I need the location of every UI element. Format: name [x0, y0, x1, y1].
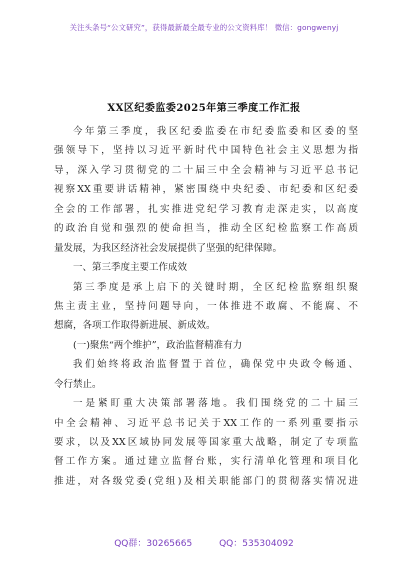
body-line: 我们始终将政治监督置于首位，确保党中央政令畅通、 [73, 359, 358, 371]
body-line: 想腐，各项工作取得新进展、新成效。 [54, 320, 216, 332]
body-line: 第三季度是承上启下的关键时期，全区纪检监察组织聚 [73, 281, 358, 293]
body-line: 督工作方案。通过建立监督台账，实行清单化管理和项目化 [54, 456, 358, 468]
footer-qq-group: QQ群：30265665 [114, 539, 193, 549]
body-line: 量发展，为我区经济社会发展提供了坚强的纪律保障。 [54, 242, 283, 254]
document-title: XX区纪委监委2025年第三季度工作汇报 [107, 103, 301, 114]
body-line: 要求，以及XX区域协同发展等国家重大战略，制定了专项监 [54, 437, 358, 448]
body-line: 导，深入学习贯彻党的二十届三中全会精神与习近平总书记 [54, 164, 358, 176]
footer-contact [0, 536, 408, 549]
document-body [54, 122, 358, 491]
body-line: 一是紧盯重大决策部署落地。我们围绕党的二十届三 [73, 398, 358, 410]
body-line: 中全会精神、习近平总书记关于XX工作的一系列重要指示 [54, 417, 358, 429]
body-line: 推进，对各级党委(党组)及相关职能部门的贯彻落实情况进 [54, 475, 358, 487]
body-line: 令行禁止。 [54, 378, 102, 390]
body-line: 全会的工作部署，扎实推进党纪学习教育走深走实，以高度 [54, 203, 358, 215]
body-line: 焦主责主业，坚持问题导向，一体推进不敢腐、不能腐、不 [54, 300, 358, 312]
subsection-heading: (一)聚焦“两个维护”，政治监督精准有力 [73, 339, 243, 351]
header-banner: 关注头条号“公文研究”，获得最新最全最专业的公文资料库！ 微信：gongwenyj [69, 23, 339, 32]
body-line: 今年第三季度，我区纪委监委在市纪委监委和区委的坚 [73, 126, 358, 137]
body-line: 强领导下，坚持以习近平新时代中国特色社会主义思想为指 [54, 145, 358, 157]
footer-qq-number: QQ：535304092 [219, 539, 294, 549]
body-line: 视察XX重要讲话精神，紧密围绕中央纪委、市纪委和区纪委 [54, 184, 358, 196]
section-heading: 一、第三季度主要工作成效 [73, 262, 188, 274]
body-line: 的政治自觉和强烈的使命担当，推动全区纪检监察工作高质 [54, 223, 358, 235]
